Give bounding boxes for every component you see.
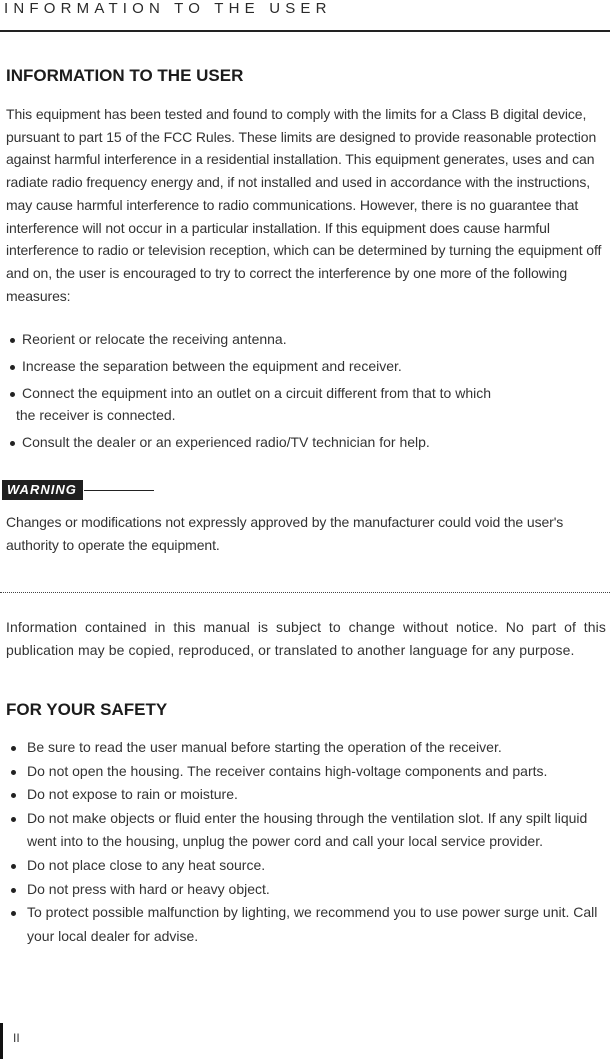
fcc-paragraph: This equipment has been tested and found to comply with the limits for a Class B digital device, pursuant to part 15 of the FCC Rules. These limits are designed to provide reasonable protection against harmful interference in a residential installation. This equipment generates, uses and can radiate radio frequency energy and, if not installed and used in accordance with the instructions, may cause harmful interference to radio communications. However, there is no guarantee that interference will not occur in a particular installation. If this equipment does cause harmful interference to radio or television reception, which can be determined by turning the equipment off and on, the user is encouraged to try to correct the interference by one more of the following measures: — [6, 106, 602, 304]
list-item: Connect the equipment into an outlet on a circuit different from that to which — [6, 380, 606, 407]
warning-text: Changes or modifications not expressly approved by the manufacturer could void the user's authority to operate the equipment. — [6, 514, 564, 553]
list-item: Do not expose to rain or moisture. — [6, 783, 606, 807]
page-title: INFORMATION TO THE USER — [6, 66, 244, 85]
page-edge-bar — [0, 1023, 3, 1059]
list-item: Consult the dealer or an experienced radio/TV technician for help. — [6, 429, 606, 456]
measures-list — [6, 326, 606, 456]
list-item: Do not press with hard or heavy object. — [6, 878, 606, 902]
header-rule — [0, 30, 610, 32]
dotted-divider — [0, 592, 610, 593]
list-item: Do not place close to any heat source. — [6, 854, 606, 878]
running-header: INFORMATION TO THE USER — [4, 0, 332, 17]
list-item: To protect possible malfunction by lighting, we recommend you to use power surge unit. Call your local dealer for advise. — [6, 901, 606, 948]
warning-label: WARNING — [2, 480, 83, 500]
safety-title: FOR YOUR SAFETY — [6, 700, 168, 719]
list-item: Increase the separation between the equipment and receiver. — [6, 353, 606, 380]
notice-paragraph: Information contained in this manual is subject to change without notice. No part of this publication may be copied, reproduced, or translated to another language for any purpose. — [6, 619, 606, 658]
safety-list — [6, 736, 606, 948]
list-item: Be sure to read the user manual before starting the operation of the receiver. — [6, 736, 606, 760]
page-number: II — [13, 1031, 20, 1045]
list-item: Reorient or relocate the receiving antenna. — [6, 326, 606, 353]
list-item: Do not make objects or fluid enter the housing through the ventilation slot. If any spilt liquid went into to the housing, unplug the power cord and call your local service provider. — [6, 807, 606, 854]
list-item: Do not open the housing. The receiver contains high-voltage components and parts. — [6, 760, 606, 784]
list-item-continuation: the receiver is connected. — [16, 407, 176, 423]
warning-rule — [84, 490, 154, 491]
